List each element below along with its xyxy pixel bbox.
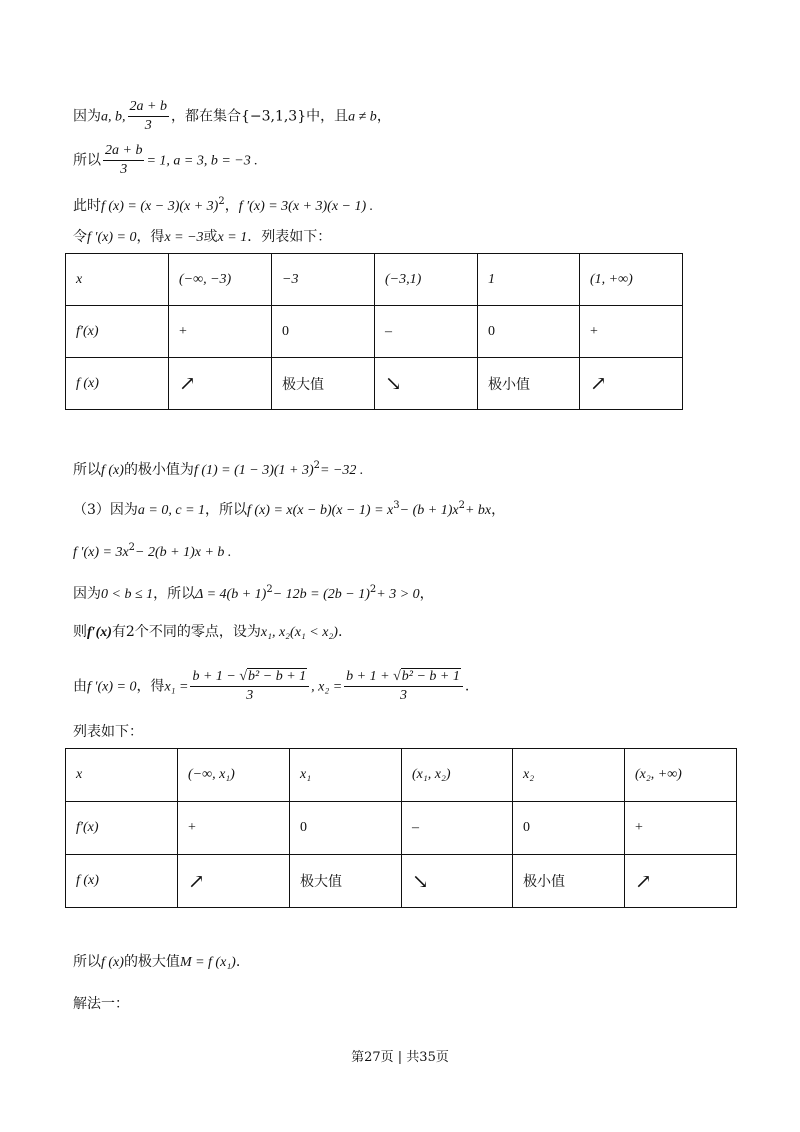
radicand: b² − b + 1 [401, 669, 460, 684]
math: M = f (x₁) [179, 955, 236, 970]
table-cell: 0 [290, 802, 402, 855]
table-cell: + [169, 306, 272, 358]
line-13 [73, 994, 129, 1014]
line-11 [73, 722, 143, 742]
math: + bx [464, 503, 492, 518]
math: f ′(x) = 0 [87, 679, 137, 695]
text: 的极小值为 [123, 462, 194, 478]
sign-table-1 [65, 253, 683, 410]
text: ，得 [136, 229, 165, 245]
text: 由 [73, 678, 87, 695]
sign-table-2 [65, 748, 737, 908]
math: x = 1 [217, 230, 248, 245]
math: f ′(x) = 3x [73, 545, 129, 560]
numerator: 2a + b [128, 98, 169, 117]
math: (x₁ < x₂) [290, 625, 338, 640]
radicand: b² − b + 1 [248, 669, 307, 684]
math: a, b, [101, 109, 126, 125]
line-7 [73, 538, 231, 563]
line-2 [73, 142, 258, 179]
table-cell: ↘ [402, 855, 513, 908]
denominator: 3 [120, 162, 128, 177]
text: 列表如下： [73, 724, 143, 740]
text: （3）因为 [73, 502, 138, 518]
text: ， [419, 586, 434, 602]
line-1 [73, 98, 391, 135]
math: f (x) = x(x − b)(x − 1) = x [247, 503, 394, 518]
math: f (x) [101, 463, 124, 478]
math: f (x) = (x − 3)(x + 3) [101, 199, 219, 214]
denominator: 3 [144, 118, 152, 133]
exponent: 3 [393, 500, 400, 511]
math: + 3 > 0 [376, 587, 420, 602]
numerator: 2a + b [103, 142, 144, 161]
table-cell: 1 [478, 254, 580, 306]
table-cell: (x₁, x₂) [402, 749, 513, 802]
text: . [235, 954, 241, 970]
table-row [66, 749, 737, 802]
text: 令 [73, 229, 87, 245]
math: f ′(x) = 3(x + 3)(x − 1) . [238, 199, 374, 214]
page-footer: 第27页 | 共35页 [351, 1050, 449, 1065]
table-cell: (−3,1) [375, 254, 478, 306]
math: f (1) = (1 − 3)(1 + 3) [193, 463, 314, 478]
table-cell: 极小值 [478, 358, 580, 410]
line-9 [73, 622, 342, 643]
numerator [190, 668, 309, 687]
text: 中，且 [306, 108, 349, 125]
text: 所以 [73, 954, 101, 970]
table-cell: f (x) [66, 855, 178, 908]
table-cell: 0 [272, 306, 375, 358]
table-cell: x [66, 749, 178, 802]
math: x₁, x₂ [260, 625, 291, 640]
table-cell: f′(x) [66, 306, 169, 358]
text: 因为 [73, 586, 101, 602]
table-cell: ↗ [178, 855, 290, 908]
text: ， [224, 198, 239, 214]
fraction-x1 [190, 668, 309, 705]
text: 或 [203, 229, 218, 245]
math: = 1, a = 3, b = −3 . [146, 153, 258, 169]
text: 则 [73, 624, 87, 640]
text: . [464, 678, 470, 695]
text: ， [376, 108, 391, 125]
denominator: 3 [246, 688, 254, 703]
exponent: 2 [369, 584, 377, 595]
math: − (b + 1)x [399, 503, 459, 518]
text: 所以 [73, 152, 101, 169]
math: x₁ = [164, 679, 189, 695]
text: ，所以 [205, 502, 248, 518]
math: {−3,1,3} [240, 108, 307, 125]
table-cell: x₁ [290, 749, 402, 802]
line-8 [73, 580, 434, 605]
math: − 2(b + 1)x + b . [135, 545, 232, 560]
table-cell: (−∞, −3) [169, 254, 272, 306]
table-row [66, 802, 737, 855]
math: x = −3 [164, 230, 204, 245]
text: 的极大值 [123, 954, 180, 970]
table-cell: ↘ [375, 358, 478, 410]
table-cell: + [625, 802, 737, 855]
table-cell: ↗ [625, 855, 737, 908]
text: ，所以 [153, 586, 196, 602]
line-5 [73, 456, 363, 481]
table-cell: (−∞, x₁) [178, 749, 290, 802]
table-cell: −3 [272, 254, 375, 306]
text: 解法一： [73, 996, 129, 1012]
table-cell: ↗ [169, 358, 272, 410]
line-12 [73, 952, 240, 973]
table-row [66, 254, 683, 306]
math: a = 0, c = 1 [137, 503, 206, 518]
math: f ′(x) = 0 [87, 230, 137, 245]
table-cell: 极小值 [513, 855, 625, 908]
math: , x₂ = [311, 679, 343, 695]
fraction [103, 142, 144, 179]
table-row [66, 306, 683, 358]
text: ，都在集合 [170, 108, 241, 125]
text: 所以 [73, 462, 101, 478]
text: . [337, 624, 343, 640]
exponent: 2 [313, 460, 321, 471]
table-cell: ↗ [580, 358, 683, 410]
math: f′(x) [87, 625, 112, 640]
math: a ≠ b [348, 109, 377, 125]
math: = −32 . [320, 463, 364, 478]
numerator [344, 668, 463, 687]
exponent: 2 [266, 584, 273, 595]
table-cell: 极大值 [272, 358, 375, 410]
table-cell: 0 [513, 802, 625, 855]
denominator: 3 [400, 688, 407, 703]
math: − 12b = (2b − 1) [272, 587, 370, 602]
table-cell: + [580, 306, 683, 358]
table-cell: – [375, 306, 478, 358]
text: 有2个不同的零点，设为 [111, 624, 261, 640]
line-3 [73, 192, 373, 217]
text: ， [491, 502, 506, 518]
text: ．列表如下： [247, 229, 332, 245]
text: 此时 [73, 198, 101, 214]
exponent: 2 [458, 500, 465, 511]
text: 因为 [73, 108, 101, 125]
line-10 [73, 668, 469, 705]
table-cell: 极大值 [290, 855, 402, 908]
math: f (x) [101, 955, 124, 970]
table-cell: x₂ [513, 749, 625, 802]
text: ，得 [136, 678, 165, 695]
exponent: 2 [128, 542, 136, 553]
table-cell: (x₂, +∞) [625, 749, 737, 802]
fraction-x2 [344, 668, 463, 705]
table-row [66, 358, 683, 410]
table-cell: x [66, 254, 169, 306]
table-cell: f′(x) [66, 802, 178, 855]
table-cell: (1, +∞) [580, 254, 683, 306]
math: Δ = 4(b + 1) [195, 587, 267, 602]
line-4 [73, 227, 331, 248]
fraction [128, 98, 169, 135]
table-row [66, 855, 737, 908]
table-cell: f (x) [66, 358, 169, 410]
table-cell: – [402, 802, 513, 855]
exponent: 2 [218, 196, 225, 207]
table-cell: 0 [478, 306, 580, 358]
numerator-text: b + 1 + √ [346, 669, 401, 684]
line-6 [73, 496, 505, 521]
numerator-text: b + 1 − √ [192, 669, 248, 684]
table-cell: + [178, 802, 290, 855]
math: 0 < b ≤ 1 [101, 587, 154, 602]
